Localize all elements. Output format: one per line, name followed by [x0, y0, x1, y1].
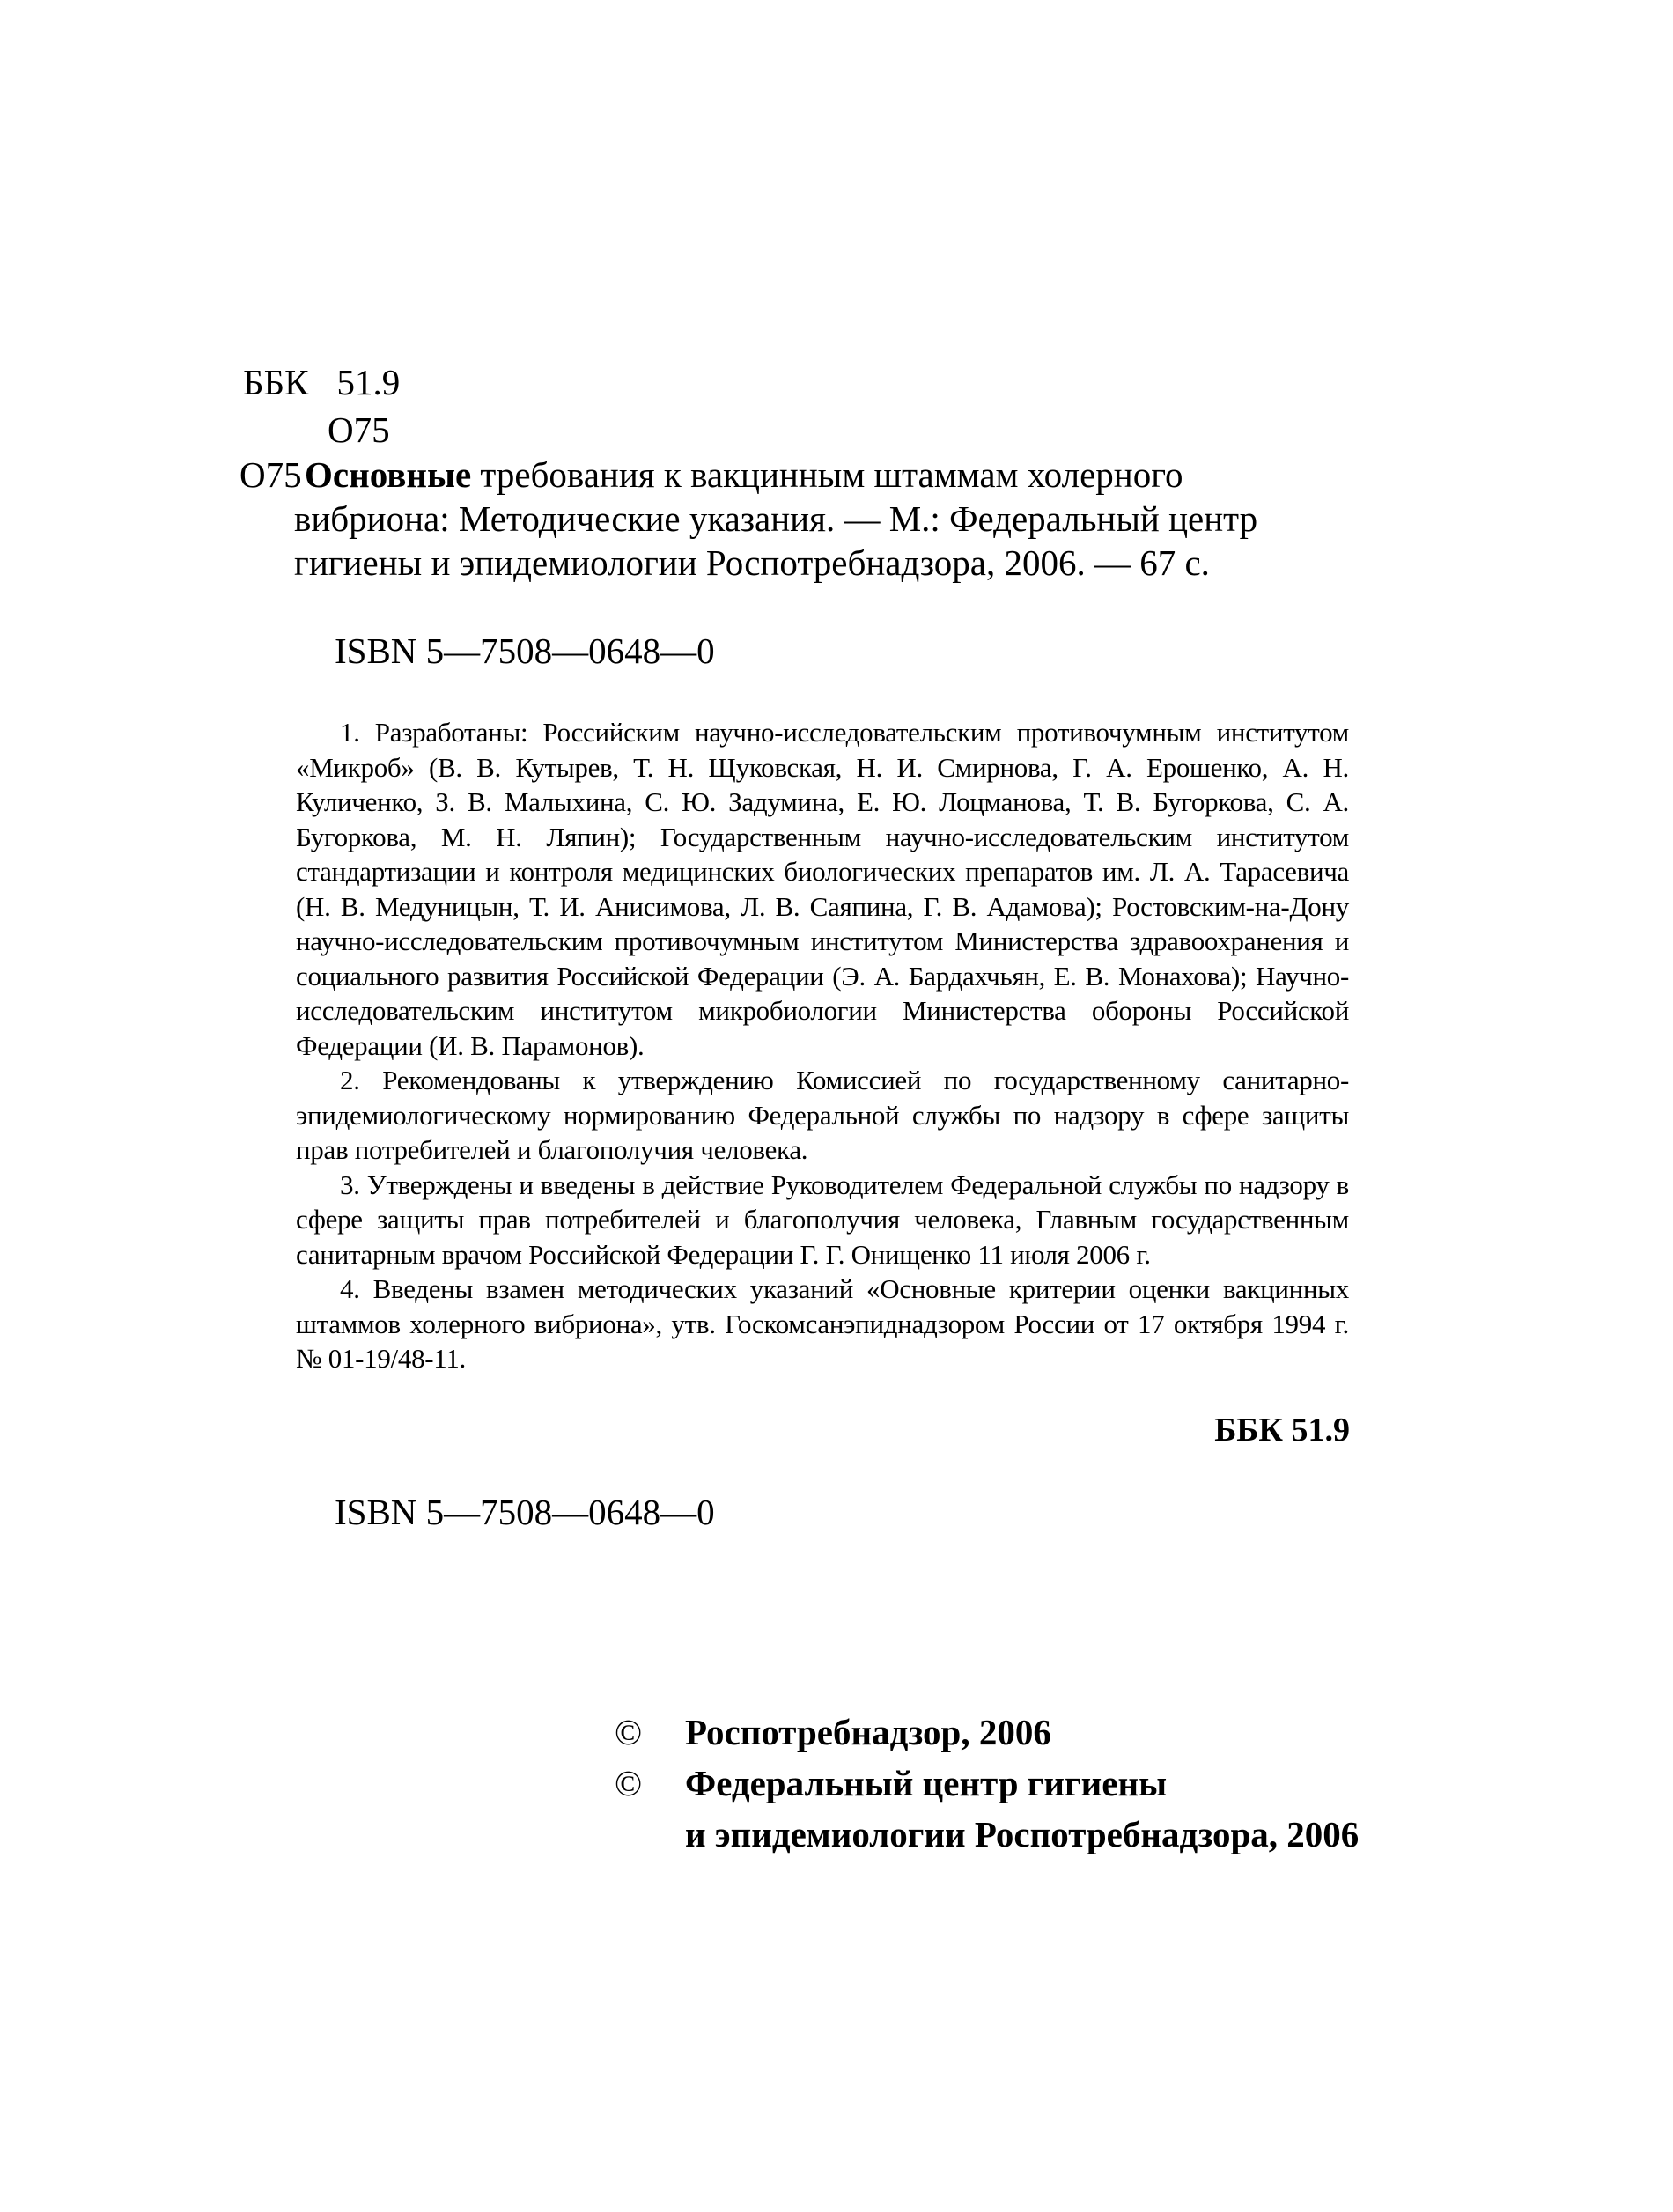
citation-line-2: вибриона: Методические указания. — М.: Федеральный центр — [294, 498, 1258, 539]
citation-line-1 — [240, 453, 1351, 497]
isbn-bottom: ISBN 5—7508—0648—0 — [335, 1492, 715, 1532]
copyright-icon: © — [615, 1712, 643, 1752]
bbk-bottom: ББК 51.9 — [1214, 1412, 1350, 1449]
note-recommended: 2. Рекомендованы к утверждению Комиссией по государственному санитарно-эпидемиологическому нормированию Федеральной службы по надзору в сфере защиты прав потребителей и благополучия человека. — [296, 1065, 1349, 1165]
publication-notes — [296, 715, 1349, 1376]
bbk-code: 51.9 — [336, 362, 401, 402]
bbk-index — [243, 359, 400, 405]
note-developers: 1. Разработаны: Российским научно-исследовательским противочумным институтом «Микроб» (В. В. Кутырев, Т. Н. Щуковская, Н. И. Смирнова, Г. А. Ерошенко, А. Н. Куличенко, З. В. Малыхина, С. Ю. Задумина, Е. Ю. Лоцманова, Т. В. Бугоркова, С. А. Бугоркова, М. Н. Ляпин); Государственным научно-исследовательским институтом стандартизации и контроля медицинских биологических препаратов им. Л. А. Тарасевича (Н. В. Медуницын, Т. И. Анисимова, Л. В. Саяпина, Г. В. Адамова); Ростовским-на-Дону научно-исследовательским противочумным институтом Министерства здравоохранения и социального развития Российской Федерации (Э. А. Бардахчьян, Е. В. Монахова); Научно-исследовательским институтом микробиологии Министерства обороны Российской Федерации (И. В. Парамонов). — [296, 717, 1349, 1061]
author-sign: О75 — [328, 409, 390, 450]
copyright-block — [615, 1707, 1359, 1860]
isbn-top: ISBN 5—7508—0648—0 — [335, 630, 715, 671]
note-replaces: 4. Введены взамен методических указаний «Основные критерии оценки вакцинных штаммов холерного вибриона», утв. Госкомсанэпиднадзором России от 17 октября 1994 г. № 01-19/48-11. — [296, 1273, 1349, 1374]
copyright-entry-continued — [615, 1809, 1359, 1860]
copyright-holder-line-2: и эпидемиологии Роспотребнадзора, 2006 — [685, 1814, 1360, 1854]
bbk-label: ББК — [243, 362, 309, 402]
bibliographic-citation — [240, 453, 1351, 585]
copyright-entry — [615, 1707, 1359, 1758]
citation-line-3: гигиены и эпидемиологии Роспотребнадзора, 2006. — 67 с. — [294, 542, 1210, 583]
copyright-icon: © — [615, 1763, 643, 1803]
copyright-holder: Федеральный центр гигиены — [685, 1763, 1168, 1803]
citation-title-word: Основные — [305, 454, 472, 495]
copyright-holder: Роспотребнадзор, 2006 — [685, 1712, 1051, 1752]
note-approved: 3. Утверждены и введены в действие Руководителем Федеральной службы по надзору в сфере защиты прав потребителей и благополучия человека, Главным государственным санитарным врачом Российской Федерации Г. Г. Онищенко 11 июля 2006 г. — [296, 1169, 1349, 1270]
citation-line-1-rest: требования к вакцинным штаммам холерного — [471, 454, 1183, 495]
citation-sign: О75 — [240, 454, 302, 495]
copyright-entry — [615, 1758, 1359, 1809]
